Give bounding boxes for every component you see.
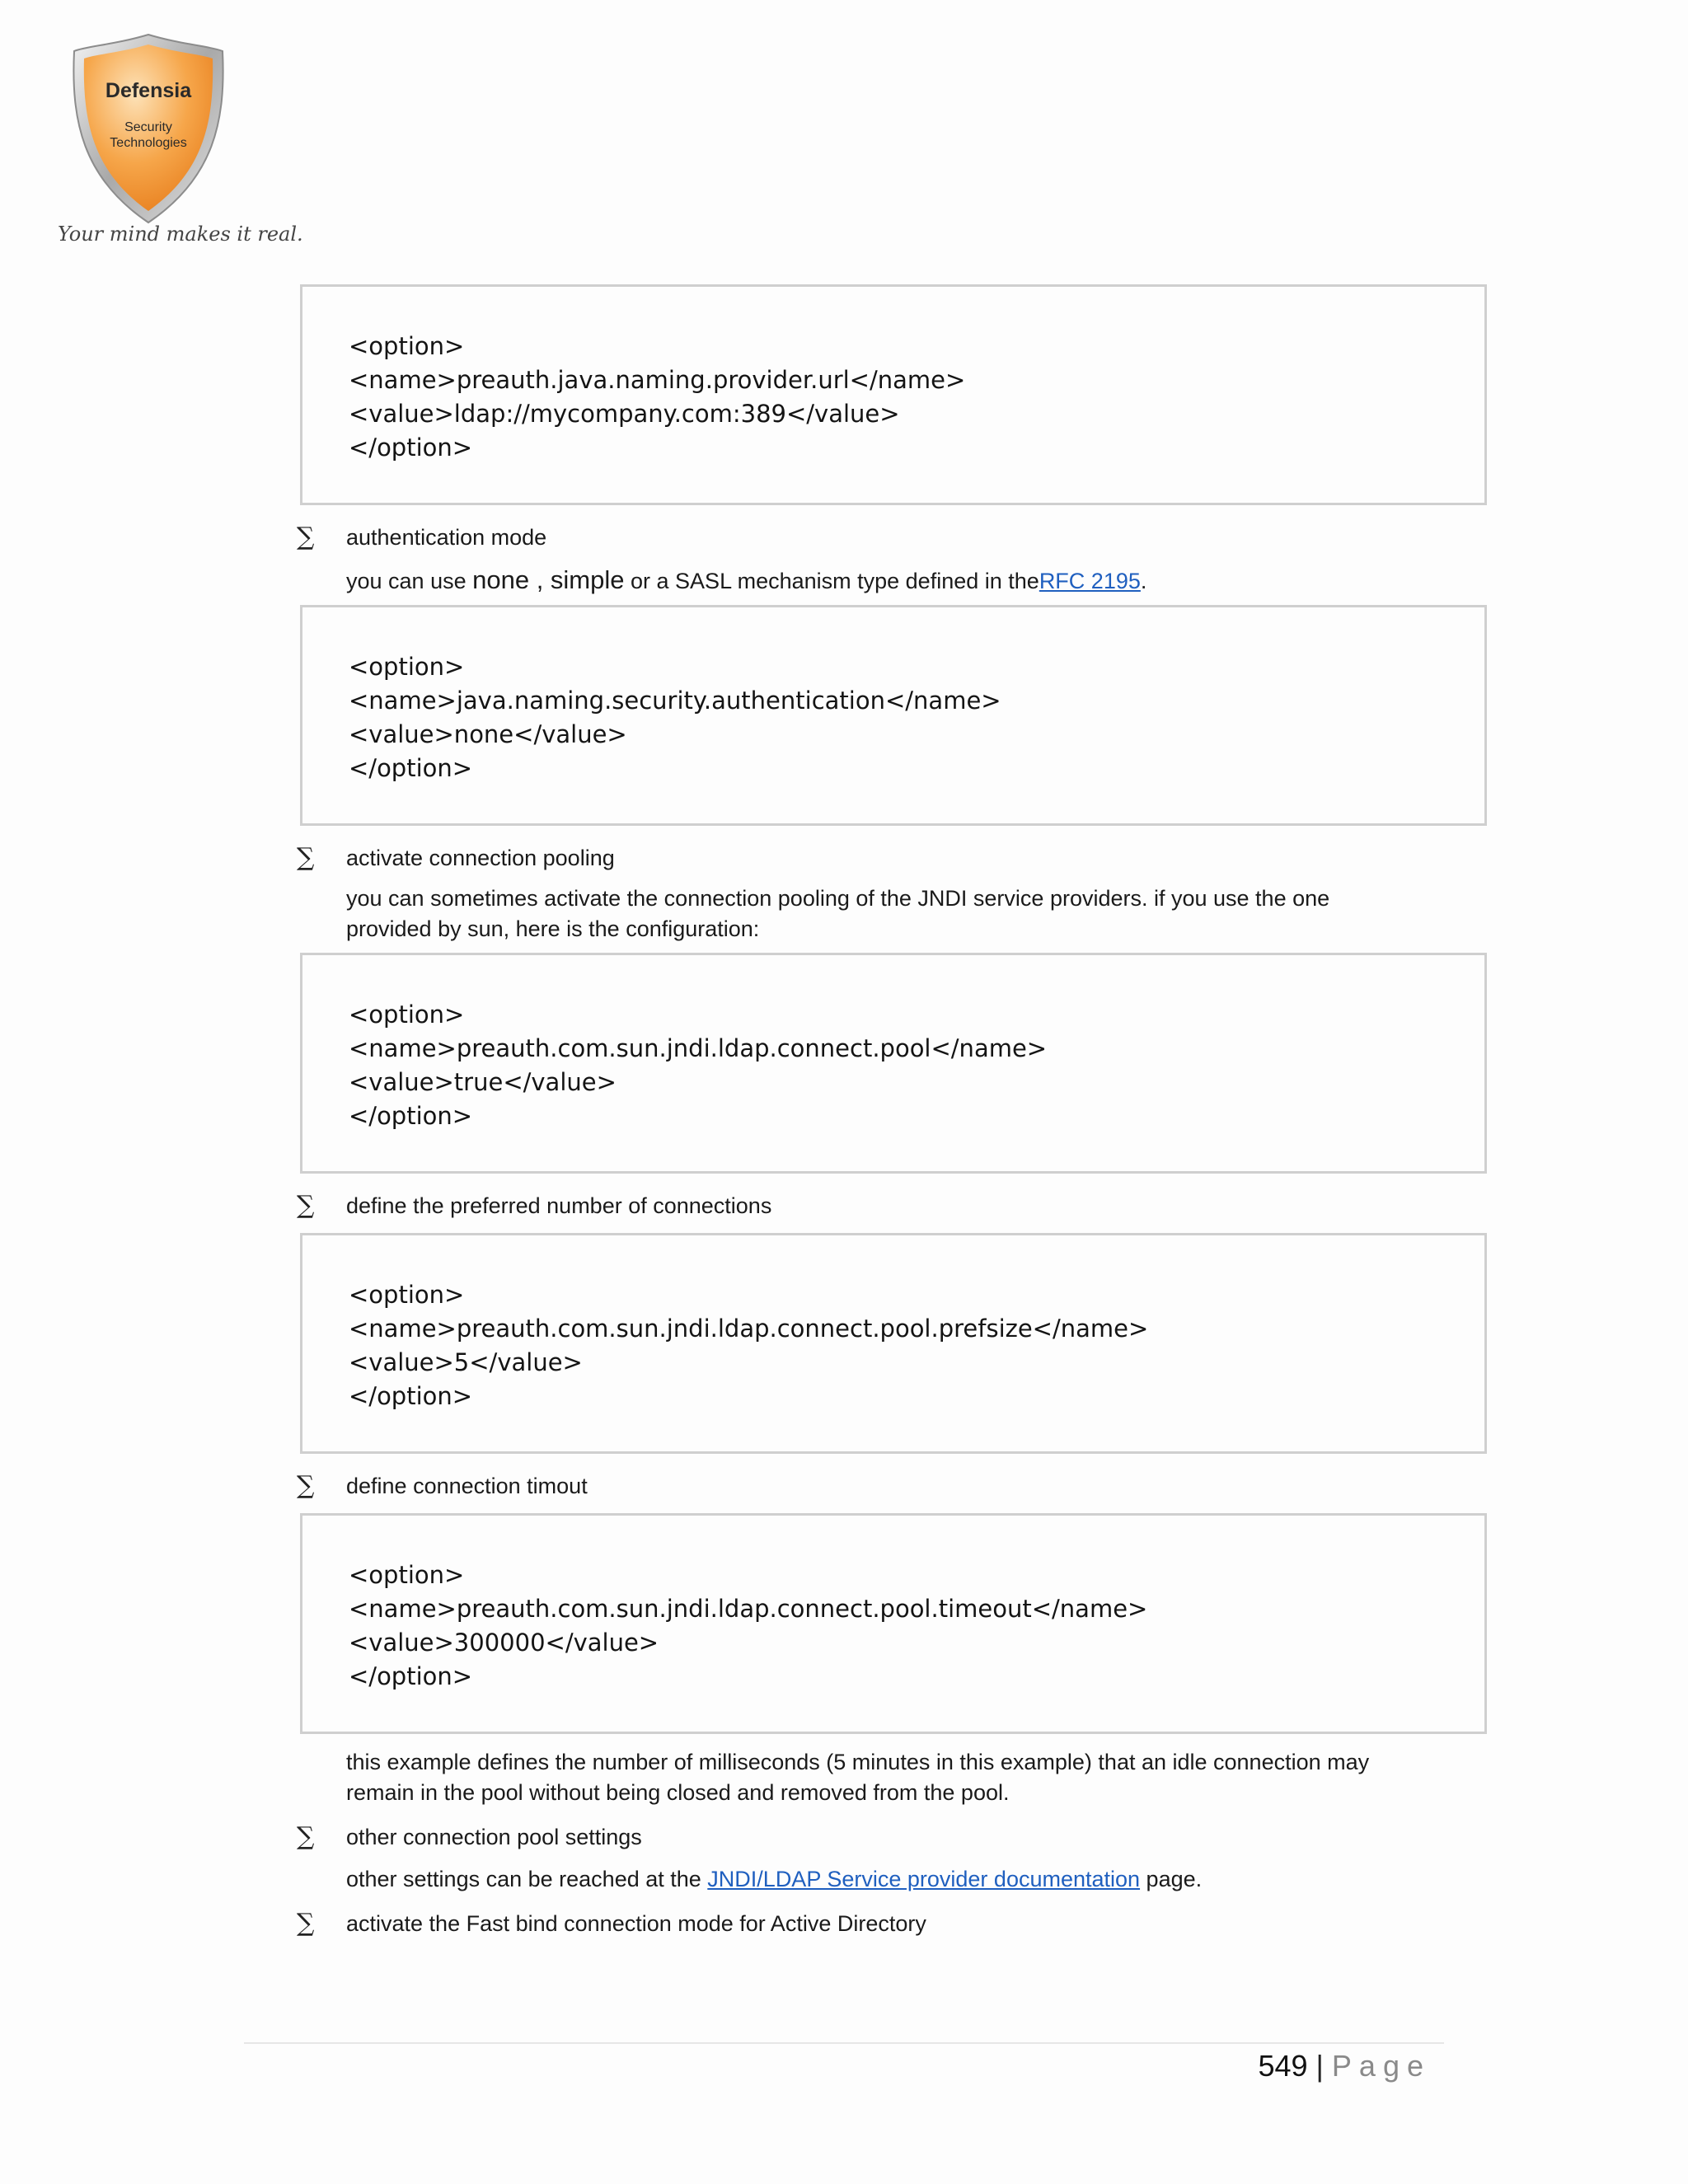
logo-sub2: Technologies	[110, 136, 187, 150]
paragraph-timeout-explanation: this example defines the number of milliseconds (5 minutes in this example) that an idle connection may remain in the pool without being closed and removed from the pool.	[346, 1750, 1370, 1805]
rfc-2195-link[interactable]: RFC 2195	[1039, 569, 1141, 593]
bullet-text: define the preferred number of connections	[346, 1193, 772, 1218]
code-line: <option>	[349, 1281, 465, 1309]
footer-divider	[244, 2042, 1444, 2044]
sigma-bullet-icon: ∑	[297, 1191, 315, 1220]
code-line: </option>	[349, 1662, 473, 1690]
bullet-text: activate connection pooling	[346, 846, 615, 870]
page-number: 549	[1258, 2049, 1308, 2083]
code-line: <option>	[349, 332, 465, 360]
code-line: <value>true</value>	[349, 1068, 617, 1096]
code-line: <value>300000</value>	[349, 1629, 659, 1657]
bullet-connection-timeout	[297, 1470, 1487, 1502]
footer-separator: |	[1315, 2049, 1324, 2083]
code-line: <name>preauth.com.sun.jndi.ldap.connect.pool</name>	[349, 1034, 1048, 1062]
code-line: <value>none</value>	[349, 720, 627, 748]
code-line: <name>preauth.java.naming.provider.url</name>	[349, 366, 966, 394]
code-block-authentication	[300, 605, 1487, 826]
code-line: <option>	[349, 1001, 465, 1029]
bullet-authentication-mode	[297, 522, 1487, 553]
sigma-bullet-icon: ∑	[297, 1909, 315, 1938]
jndi-ldap-docs-link[interactable]: JNDI/LDAP Service provider documentation	[707, 1867, 1141, 1891]
code-line: <name>preauth.com.sun.jndi.ldap.connect.pool.timeout</name>	[349, 1595, 1148, 1623]
code-line: </option>	[349, 434, 473, 462]
code-line: </option>	[349, 1382, 473, 1410]
code-line: </option>	[349, 1102, 473, 1130]
bullet-preferred-connections	[297, 1190, 1487, 1221]
paragraph-pooling: you can sometimes activate the connection pooling of the JNDI service providers. if you use the one provided by sun, here is the configuration:	[346, 886, 1330, 941]
sigma-bullet-icon: ∑	[297, 1471, 315, 1500]
code-block-timeout	[300, 1513, 1487, 1734]
code-line: <name>java.naming.security.authentication</name>	[349, 687, 1001, 715]
code-line: <value>5</value>	[349, 1348, 583, 1376]
bullet-text: activate the Fast bind connection mode for Active Directory	[346, 1911, 926, 1936]
code-block-prefsize	[300, 1233, 1487, 1454]
code-line: <option>	[349, 653, 465, 681]
code-block-pool	[300, 953, 1487, 1174]
bullet-text: define connection timout	[346, 1474, 588, 1498]
bullet-connection-pooling	[297, 842, 1487, 874]
sigma-bullet-icon: ∑	[297, 843, 315, 872]
bullet-text: other connection pool settings	[346, 1825, 642, 1849]
code-block-provider-url	[300, 284, 1487, 505]
bullet-text: authentication mode	[346, 525, 547, 550]
code-line: <name>preauth.com.sun.jndi.ldap.connect.pool.prefsize</name>	[349, 1315, 1149, 1343]
sigma-bullet-icon: ∑	[297, 1822, 315, 1851]
logo-brand: Defensia	[105, 79, 192, 102]
page-label: Page	[1331, 2049, 1431, 2083]
paragraph-auth-options: you can use none , simple or a SASL mechanism type defined in theRFC 2195.	[346, 565, 1147, 594]
code-line: <value>ldap://mycompany.com:389</value>	[349, 400, 900, 428]
code-line: </option>	[349, 754, 473, 782]
document-body	[297, 284, 1487, 1939]
paragraph-other-settings: other settings can be reached at the JNDI/LDAP Service provider documentation page.	[346, 1867, 1203, 1891]
logo-sub1: Security	[124, 120, 172, 134]
code-line: <option>	[349, 1561, 465, 1589]
bullet-fast-bind	[297, 1908, 1487, 1939]
shield-icon	[58, 30, 239, 227]
page-footer	[1258, 2049, 1431, 2083]
bullet-other-settings	[297, 1821, 1487, 1853]
sigma-bullet-icon: ∑	[297, 523, 315, 551]
logo-tagline: Your mind makes it real.	[58, 223, 303, 246]
